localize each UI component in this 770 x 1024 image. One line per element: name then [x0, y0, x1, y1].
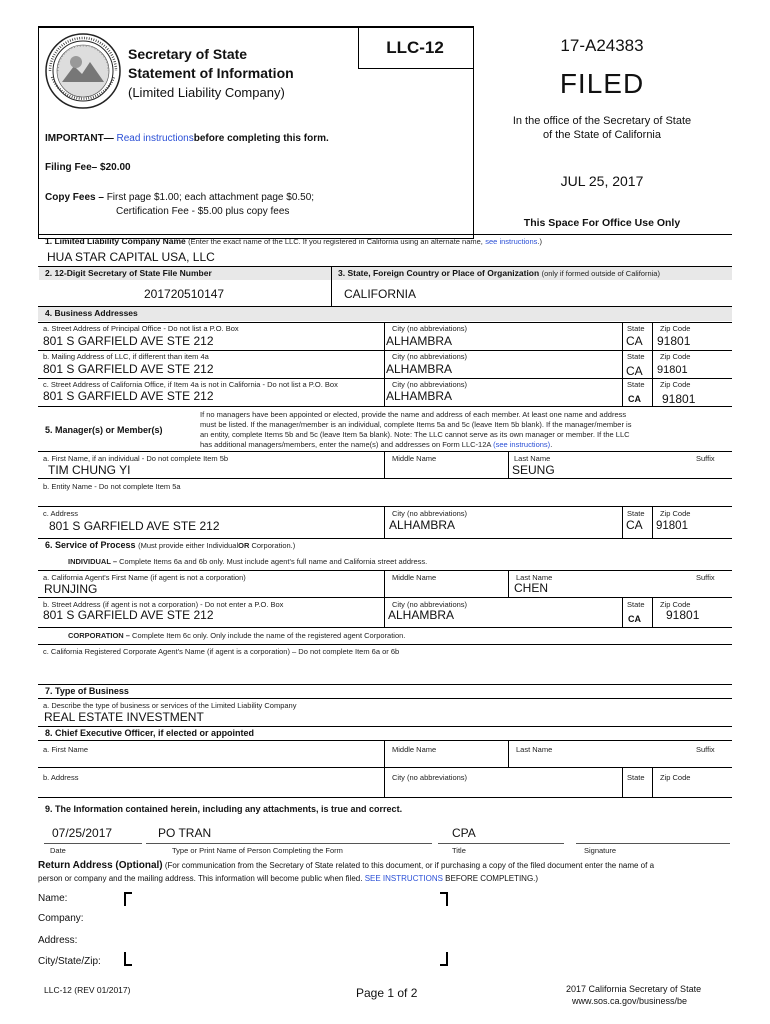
- return-row-1: [38, 860, 654, 871]
- s9-label: 9. The Information contained herein, including any attachments, is true and correct.: [45, 804, 403, 814]
- rule: [38, 478, 732, 479]
- s9-date[interactable]: 07/25/2017: [52, 826, 113, 840]
- bracket-bottom-left: [124, 952, 132, 966]
- rule: [38, 406, 732, 407]
- s6-individual-text: Complete Items 6a and 6b only. Must include agent's full name and California street address.: [119, 557, 428, 566]
- s4-c-state-label: State: [627, 380, 645, 389]
- s5-para-3: an entity, complete Items 5b and 5c (leave Item 5a blank). Note: The LLC cannot serve as its own manager or member. If the LLC: [200, 430, 630, 439]
- s5-para-2: must be listed. If the manager/member is an individual, complete Items 5a and 5c (leave Item 5b blank). If the manager/member is: [200, 420, 632, 429]
- divider: [384, 451, 385, 478]
- s8-a-label: a. First Name: [43, 745, 89, 754]
- s4-label-bg: [38, 307, 732, 321]
- office-line-1: In the office of the Secretary of State: [512, 115, 692, 127]
- divider: [384, 322, 385, 406]
- s4-label: 4. Business Addresses: [45, 308, 138, 318]
- s5-state-label: State: [627, 509, 645, 518]
- s4-a-state-label: State: [627, 324, 645, 333]
- s4-a-city-label: City (no abbreviations): [392, 324, 468, 333]
- s6-a-label: a. California Agent's First Name (if agent is not a corporation): [43, 573, 246, 582]
- s4-a-street[interactable]: 801 S GARFIELD AVE STE 212: [43, 334, 214, 348]
- s5-city-label: City (no abbreviations): [392, 509, 468, 518]
- s6-middle-label: Middle Name: [392, 573, 437, 582]
- form-code: LLC-12: [386, 38, 444, 57]
- important-prefix: IMPORTANT—: [45, 133, 114, 144]
- s5-zip-label: Zip Code: [660, 509, 691, 518]
- s1-hint: (Enter the exact name of the LLC. If you registered in California using an alternate name,: [188, 237, 483, 246]
- return-label: Return Address (Optional): [38, 860, 163, 871]
- s8-label: 8. Chief Executive Officer, if elected or appointed: [45, 728, 255, 738]
- s6-individual-row: [68, 557, 427, 566]
- s6-last-label: Last Name: [516, 573, 553, 582]
- page-number: Page 1 of 2: [356, 986, 418, 1000]
- s5-zip[interactable]: 91801: [656, 520, 688, 532]
- return-row-2: [38, 874, 538, 883]
- return-company-label: Company:: [38, 913, 84, 924]
- s1-label-row: [45, 236, 542, 246]
- rule: [38, 726, 732, 727]
- s8-state-label: State: [627, 773, 645, 782]
- divider: [384, 740, 385, 797]
- s6-c-label: c. California Registered Corporate Agent's Name (if agent is a corporation) – Do not complete Item 6a or 6b: [43, 647, 400, 656]
- s6-city-label: City (no abbreviations): [392, 600, 468, 609]
- return-instructions-link[interactable]: SEE INSTRUCTIONS: [364, 874, 443, 883]
- rule: [38, 797, 732, 798]
- divider: [652, 506, 653, 538]
- s4-c-street[interactable]: 801 S GARFIELD AVE STE 212: [43, 389, 214, 403]
- rule: [38, 538, 732, 539]
- s6-street[interactable]: 801 S GARFIELD AVE STE 212: [43, 608, 214, 622]
- s5-instructions-link[interactable]: (see instructions): [493, 440, 551, 449]
- s6-b-label: b. Street Address (if agent is not a corporation) - Do not enter a P.O. Box: [43, 600, 284, 609]
- divider: [652, 767, 653, 797]
- s9-title-label: Title: [452, 846, 466, 855]
- divider: [652, 322, 653, 406]
- s1-instructions-link[interactable]: see instructions: [485, 237, 538, 246]
- s6-suffix-label: Suffix: [696, 573, 715, 582]
- s3-label-row: [338, 268, 660, 278]
- s9-title[interactable]: CPA: [452, 826, 476, 840]
- s4-b-street[interactable]: 801 S GARFIELD AVE STE 212: [43, 362, 214, 376]
- s8-city-label: City (no abbreviations): [392, 773, 468, 782]
- return-city-label: City/State/Zip:: [38, 956, 101, 967]
- s4-b-city[interactable]: ALHAMBRA: [386, 362, 453, 376]
- s4-a-zip-label: Zip Code: [660, 324, 691, 333]
- filing-fee: Filing Fee– $20.00: [45, 162, 131, 173]
- s7-label: 7. Type of Business: [45, 686, 129, 696]
- s4-a-zip[interactable]: 91801: [657, 334, 691, 348]
- divider: [384, 506, 385, 538]
- rule: [38, 350, 732, 351]
- s4-a-state[interactable]: CA: [626, 334, 643, 348]
- s6-corp-label: CORPORATION –: [68, 631, 130, 640]
- s5-middle-label: Middle Name: [392, 454, 437, 463]
- s4-a-label: a. Street Address of Principal Office - Do not list a P.O. Box: [43, 324, 239, 333]
- s5-para-4-end: .: [550, 440, 553, 449]
- copy-fees-line-1: [45, 192, 314, 203]
- rule: [38, 740, 732, 741]
- bracket-top-right: [440, 892, 448, 906]
- copy-fees-line-2: Certification Fee - $5.00 plus copy fees: [116, 206, 290, 217]
- s6-zip-label: Zip Code: [660, 600, 691, 609]
- rule: [38, 451, 732, 452]
- s4-c-label: c. Street Address of California Office, if Item 4a is not in California - Do not list a P.O. Box: [43, 380, 338, 389]
- return-text-2-end: BEFORE COMPLETING.): [445, 874, 539, 883]
- s4-b-zip-label: Zip Code: [660, 352, 691, 361]
- divider: [622, 506, 623, 538]
- divider: [622, 322, 623, 406]
- s5-a-label: a. First Name, if an individual - Do not complete Item 5b: [43, 454, 229, 463]
- return-name-label: Name:: [38, 893, 68, 904]
- s5-c-label: c. Address: [43, 509, 79, 518]
- s6-corp-row: [68, 631, 405, 640]
- s4-b-state-label: State: [627, 352, 645, 361]
- rule: [38, 627, 732, 628]
- s4-c-city[interactable]: ALHAMBRA: [386, 389, 453, 403]
- s8-zip-label: Zip Code: [660, 773, 691, 782]
- s5-street[interactable]: 801 S GARFIELD AVE STE 212: [49, 519, 220, 533]
- return-text-2: person or company and the mailing address. This information will become public when filed.: [38, 874, 363, 883]
- s8-b-label: b. Address: [43, 773, 79, 782]
- s2-label: 2. 12-Digit Secretary of State File Number: [45, 268, 212, 278]
- rule: [38, 322, 732, 323]
- s5-para-1: If no managers have been appointed or elected, provide the name and address of each member. At least one name and address: [200, 410, 627, 419]
- date-line: [44, 843, 142, 844]
- s4-b-city-label: City (no abbreviations): [392, 352, 468, 361]
- place-of-organization[interactable]: CALIFORNIA: [344, 287, 417, 301]
- bracket-top-left: [124, 892, 132, 906]
- s8-middle-label: Middle Name: [392, 745, 437, 754]
- rule: [38, 597, 732, 598]
- s5-label: 5. Manager(s) or Member(s): [45, 425, 163, 435]
- s5-suffix-label: Suffix: [696, 454, 715, 463]
- rule: [38, 644, 732, 645]
- name-line: [146, 843, 432, 844]
- office-use-label: This Space For Office Use Only: [523, 217, 681, 229]
- s4-c-zip[interactable]: 91801: [662, 392, 696, 406]
- llc-name[interactable]: HUA STAR CAPITAL USA, LLC: [47, 250, 215, 264]
- file-id: 17-A24383: [560, 36, 644, 55]
- filed-date: JUL 25, 2017: [560, 173, 644, 189]
- file-number[interactable]: 201720510147: [144, 287, 225, 301]
- office-line-2: of the State of California: [542, 129, 661, 141]
- divider: [331, 266, 332, 306]
- divider: [508, 570, 509, 597]
- title-line-1: Secretary of State: [128, 46, 248, 62]
- footer-url: www.sos.ca.gov/business/be: [572, 996, 688, 1006]
- s9-date-label: Date: [50, 846, 66, 855]
- s5-last-label: Last Name: [514, 454, 551, 463]
- filed-stamp: FILED: [559, 68, 645, 99]
- important-note: [45, 133, 329, 144]
- s5-b-label: b. Entity Name - Do not complete Item 5a: [43, 482, 181, 491]
- s4-c-state[interactable]: CA: [628, 394, 641, 404]
- signature-line: [576, 843, 730, 844]
- divider: [622, 597, 623, 627]
- s6-individual-label: INDIVIDUAL –: [68, 557, 118, 566]
- rule: [38, 570, 732, 571]
- s5-para-4-row: [200, 440, 552, 449]
- divider: [508, 451, 509, 478]
- s6-hint-or: OR: [238, 541, 250, 550]
- rule: [38, 767, 732, 768]
- s5-first-name[interactable]: TIM CHUNG YI: [48, 463, 131, 477]
- s9-name[interactable]: PO TRAN: [158, 826, 212, 840]
- state-seal-icon: [44, 32, 122, 110]
- s4-c-zip-label: Zip Code: [660, 380, 691, 389]
- divider: [652, 597, 653, 627]
- bracket-bottom-right: [440, 952, 448, 966]
- s3-hint: (only if formed outside of California): [541, 269, 660, 278]
- s6-city[interactable]: ALHAMBRA: [388, 608, 455, 622]
- s6-label: 6. Service of Process: [45, 540, 136, 550]
- rule: [38, 506, 732, 507]
- s7-a-label: a. Describe the type of business or services of the Limited Liability Company: [43, 701, 297, 710]
- read-instructions-link[interactable]: Read instructions: [116, 133, 194, 144]
- copy-fees-label: Copy Fees –: [45, 192, 104, 203]
- rule: [38, 378, 732, 379]
- s6-first-name[interactable]: RUNJING: [44, 582, 98, 596]
- rule: [38, 698, 732, 699]
- title-line-2: Statement of Information: [128, 65, 294, 81]
- s5-state[interactable]: CA: [626, 518, 643, 532]
- s6-last-name[interactable]: CHEN: [514, 581, 549, 595]
- divider: [384, 597, 385, 627]
- s8-suffix-label: Suffix: [696, 745, 715, 754]
- footer-copyright: 2017 California Secretary of State: [566, 984, 702, 994]
- divider: [508, 740, 509, 767]
- return-text-1: (For communication from the Secretary of State related to this document, or if purchasing a copy of the filed document enter the name of a: [164, 861, 655, 870]
- s6-hint-b: Corporation.): [249, 541, 296, 550]
- s4-a-city[interactable]: ALHAMBRA: [386, 334, 453, 348]
- s1-hint-end: .): [537, 237, 542, 246]
- s6-state-label: State: [627, 600, 645, 609]
- s6-corp-text: Complete Item 6c only. Only include the name of the registered agent Corporation.: [132, 631, 406, 640]
- s4-b-zip[interactable]: 91801: [657, 364, 688, 376]
- s3-label: 3. State, Foreign Country or Place of Organization: [338, 268, 540, 278]
- form-revision: LLC-12 (REV 01/2017): [44, 985, 131, 995]
- s6-zip[interactable]: 91801: [666, 608, 700, 622]
- divider: [384, 570, 385, 597]
- s9-name-label: Type or Print Name of Person Completing the Form: [172, 846, 343, 855]
- business-type[interactable]: REAL ESTATE INVESTMENT: [44, 710, 204, 724]
- title-line: [438, 843, 564, 844]
- s6-hint-a: (Must provide either Individual: [138, 541, 239, 550]
- divider: [622, 767, 623, 797]
- s5-city[interactable]: ALHAMBRA: [389, 518, 456, 532]
- copy-fees-text: First page $1.00; each attachment page $0.50;: [106, 192, 315, 203]
- rule: [38, 234, 732, 235]
- s8-last-label: Last Name: [516, 745, 553, 754]
- s6-label-row: [45, 540, 295, 550]
- s4-b-state[interactable]: CA: [626, 364, 643, 378]
- s4-b-label: b. Mailing Address of LLC, if different than item 4a: [43, 352, 209, 361]
- s6-state[interactable]: CA: [628, 614, 641, 624]
- important-suffix: before completing this form.: [193, 133, 329, 144]
- return-address-label: Address:: [38, 935, 78, 946]
- s5-last-name[interactable]: SEUNG: [512, 463, 555, 477]
- s9-signature-label: Signature: [584, 846, 617, 855]
- s5-para-4: has additional managers/members, enter the name(s) and addresses on Form LLC-12A: [200, 440, 491, 449]
- title-line-3: (Limited Liability Company): [128, 85, 285, 100]
- s1-label: 1. Limited Liability Company Name: [45, 236, 186, 246]
- s4-c-city-label: City (no abbreviations): [392, 380, 468, 389]
- rule: [38, 684, 732, 685]
